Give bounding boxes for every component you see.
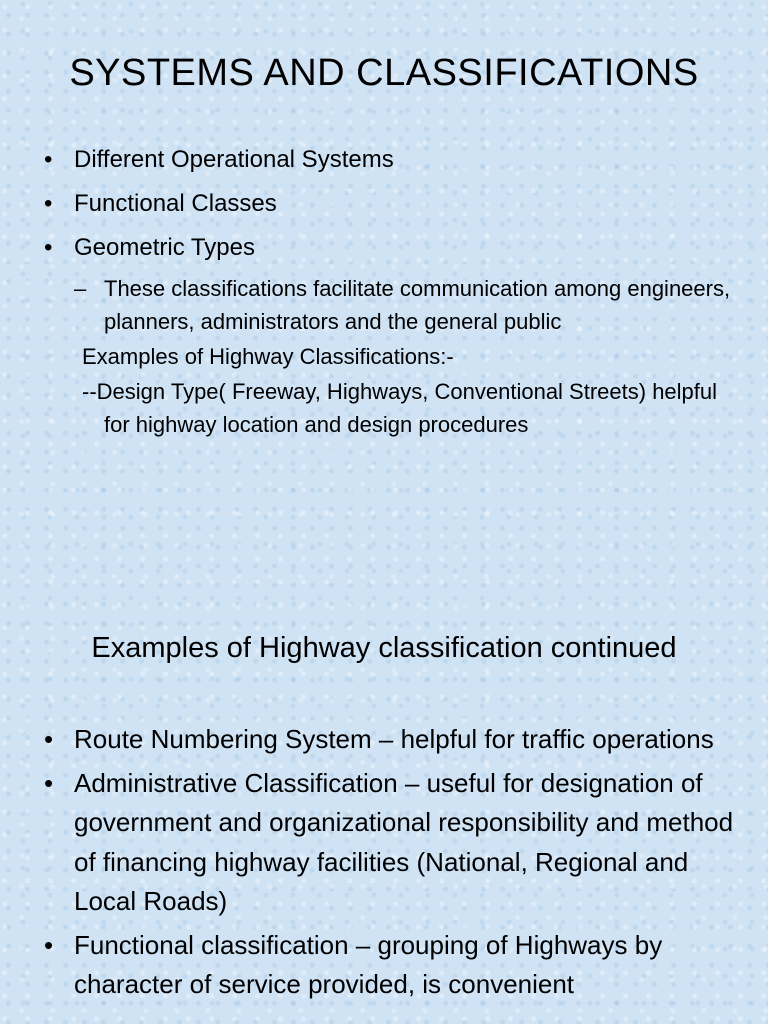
list-item xyxy=(44,926,734,1005)
bullet-dot-icon: • xyxy=(44,767,54,798)
bullet-text: Administrative Classification – useful for designation of government and organizational responsibility and method of financing highway facilities (National, Regional and Local Roads) xyxy=(74,767,734,916)
list-item xyxy=(44,764,734,922)
en-dash-icon: – xyxy=(74,276,87,301)
bullet-text: Route Numbering System – helpful for traffic operations xyxy=(74,724,714,754)
bullet-text: Functional classification – grouping of Highways by character of service provided, is convenient xyxy=(74,929,663,999)
bullet-dot-icon: • xyxy=(44,146,53,173)
sub-list-item xyxy=(44,272,734,338)
bullet-dot-icon: • xyxy=(44,724,54,754)
bullet-text: Functional Classes xyxy=(74,190,277,217)
list-item xyxy=(44,232,734,264)
bullet-dot-icon: • xyxy=(44,190,53,217)
slide-1-bullet-list xyxy=(44,144,734,441)
bullet-dot-icon: • xyxy=(44,929,54,960)
design-type-text: --Design Type( Freeway, Highways, Conventional Streets) helpful for highway location and design procedures xyxy=(82,379,718,437)
list-item xyxy=(44,188,734,220)
slide-2-title: Examples of Highway classification continued xyxy=(91,632,677,664)
bullet-text: Different Operational Systems xyxy=(74,146,394,173)
list-item xyxy=(44,144,734,176)
list-item xyxy=(44,720,734,760)
bullet-text: Geometric Types xyxy=(74,234,255,261)
examples-heading: Examples of Highway Classifications:- xyxy=(82,344,454,369)
bullet-dot-icon: • xyxy=(44,234,53,261)
slide-2 xyxy=(0,560,768,1024)
slide-1-title: SYSTEMS AND CLASSIFICATIONS xyxy=(69,52,699,94)
sub-bullet-text: These classifications facilitate communication among engineers, planners, administrators and the general public xyxy=(104,276,731,334)
slide-2-bullet-list xyxy=(44,720,734,1009)
